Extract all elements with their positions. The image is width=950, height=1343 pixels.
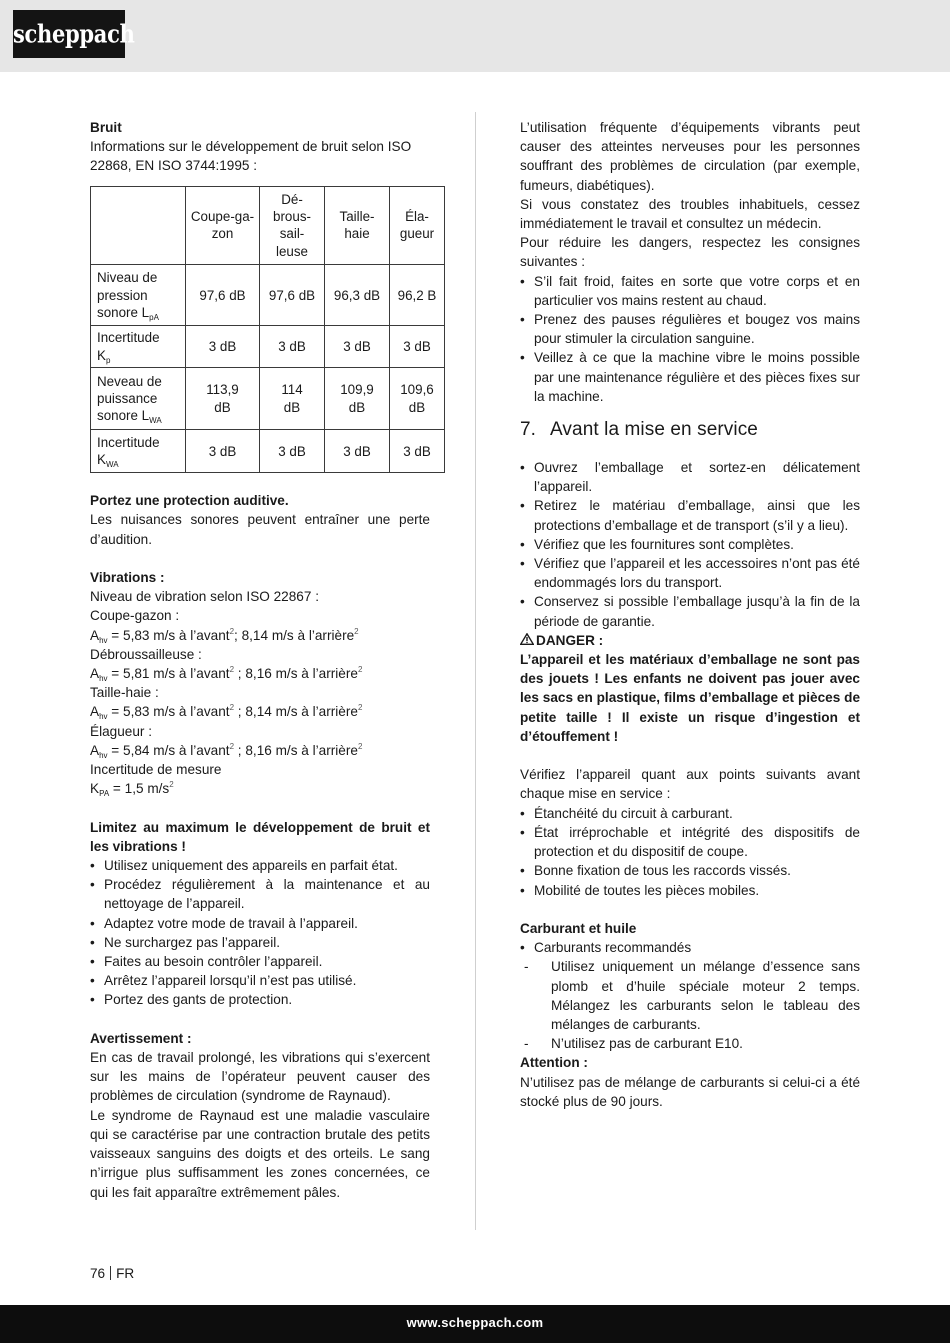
vib-sub: hv xyxy=(99,674,108,684)
row-label xyxy=(91,265,186,326)
list-item: • Veillez à ce que la machine vibre le moins possible par une maintenance régulière et des pièces fixes sur la machine. xyxy=(520,348,860,406)
uncert-sub: PA xyxy=(99,789,110,799)
table-cell: 3 dB xyxy=(390,326,445,368)
vib-sup: 2 xyxy=(229,626,235,636)
page-footer xyxy=(90,1264,134,1283)
row-label-text: Incertitude K xyxy=(97,330,160,363)
vib-tool-label: Débroussailleuse : xyxy=(90,646,202,662)
vib-sub: hv xyxy=(99,635,108,645)
list-item: • Vérifiez que l’appareil et les accessoires n’ont pas été endommagés lors du transport. xyxy=(520,554,860,592)
header-label: Coupe-ga- zon xyxy=(190,209,255,242)
table-cell: 3 dB xyxy=(260,326,325,368)
vib-sub: hv xyxy=(99,750,108,760)
table-cell xyxy=(325,368,390,430)
list-item: • Utilisez uniquement des appareils en parfait état. xyxy=(90,856,430,875)
fuel-heading: Carburant et huile xyxy=(520,920,637,936)
left-column xyxy=(90,118,437,1202)
paragraph: L’utilisation fréquente d’équipements vibrants peut causer des atteintes nerveuses pour les personnes souffrant des problèmes de circulation (par exemple, fumeurs, diabétiques). xyxy=(520,120,860,193)
table-cell xyxy=(390,368,445,430)
table-cell: 3 dB xyxy=(186,430,260,473)
unpack-list xyxy=(520,458,860,631)
list-item: • Arrêtez l’appareil lorsqu’il n’est pas utilisé. xyxy=(90,971,430,990)
list-item: • S’il fait froid, faites en sorte que votre corps et en particulier vos mains restent au chaud. xyxy=(520,272,860,310)
vib-rear: ; 8,16 m/s à l’arrière xyxy=(234,742,358,758)
danger-text-label: DANGER : xyxy=(536,632,604,648)
vib-symbol: A xyxy=(90,704,100,720)
noise-table-header xyxy=(390,186,445,265)
paragraph: Si vous constatez des troubles inhabituels, cessez immédiatement le travail et consultez un médecin. xyxy=(520,196,860,232)
table-cell: 3 dB xyxy=(390,430,445,473)
row-label-sub: p xyxy=(105,355,111,365)
column-divider xyxy=(475,112,476,1230)
list-item: • Adaptez votre mode de travail à l’appareil. xyxy=(90,914,430,933)
noise-table-header xyxy=(325,186,390,265)
vib-sup: 2 xyxy=(357,703,363,713)
section-number: 7. xyxy=(520,419,537,441)
paragraph: Pour réduire les dangers, respectez les consignes suivantes : xyxy=(520,235,860,270)
noise-intro: Informations sur le développement de bruit selon ISO 22868, EN ISO 3744:1995 : xyxy=(90,139,412,174)
uncert-val: = 1,5 m/s xyxy=(109,781,170,797)
table-cell: 3 dB xyxy=(325,326,390,368)
noise-table-header xyxy=(260,186,325,265)
vib-rear: ; 8,14 m/s à l’arrière xyxy=(234,704,358,720)
vib-value xyxy=(90,702,430,721)
warning-triangle-icon xyxy=(520,631,534,650)
check-list xyxy=(520,804,860,900)
list-item: • Vérifiez que les fournitures sont complètes. xyxy=(520,535,860,554)
vib-sup: 2 xyxy=(229,703,235,713)
vib-front: = 5,81 m/s à l’avant xyxy=(107,666,230,682)
footer-bar xyxy=(0,1305,950,1343)
vib-sup: 2 xyxy=(357,741,363,751)
table-cell: 96,3 dB xyxy=(325,265,390,326)
list-item: • État irréprochable et intégrité des dispositifs de protection et du dispositif de coupe. xyxy=(520,823,860,861)
noise-table-header xyxy=(186,186,260,265)
table-cell: 3 dB xyxy=(186,326,260,368)
row-label-text: Neveau de puissance sonore L xyxy=(97,373,162,424)
footer-separator xyxy=(110,1266,111,1280)
noise-table xyxy=(90,186,445,474)
uncert-symbol: K xyxy=(90,781,100,797)
warning-heading: Avertissement : xyxy=(90,1030,192,1046)
row-label xyxy=(91,326,186,368)
check-intro: Vérifiez l’appareil quant aux points suivants avant chaque mise en service : xyxy=(520,767,860,802)
section-title: Avant la mise en service xyxy=(550,419,758,441)
table-cell: 3 dB xyxy=(325,430,390,473)
website-link[interactable]: www.scheppach.com xyxy=(406,1315,544,1330)
danger-label xyxy=(520,631,860,650)
section-heading xyxy=(520,418,860,442)
vib-sub: hv xyxy=(99,712,108,722)
vib-rear: ; 8,16 m/s à l’arrière xyxy=(234,666,358,682)
vib-value xyxy=(90,664,430,683)
vibrations-intro: Niveau de vibration selon ISO 22867 : xyxy=(90,589,319,605)
warning-paragraph: En cas de travail prolongé, les vibrations qui s’exercent sur les mains de l’opérateur peuvent causer des problèmes de circulation (syndrome de Raynaud). xyxy=(90,1050,430,1104)
list-item: • Ouvrez l’emballage et sortez-en délicatement l’appareil. xyxy=(520,458,860,496)
vib-symbol: A xyxy=(90,742,100,758)
list-item: • Bonne fixation de tous les raccords vissés. xyxy=(520,861,860,880)
hearing-protection-heading: Portez une protection auditive. xyxy=(90,493,289,509)
list-item: • Étanchéité du circuit à carburant. xyxy=(520,804,860,823)
vib-sup: 2 xyxy=(229,665,235,675)
noise-table-row xyxy=(91,265,445,326)
table-cell: 3 dB xyxy=(260,430,325,473)
list-item: - N’utilisez pas de carburant E10. xyxy=(520,1034,860,1053)
table-cell: 96,2 B xyxy=(390,265,445,326)
vib-front: = 5,83 m/s à l’avant xyxy=(107,627,230,643)
list-item: • Conservez si possible l’emballage jusqu’à la fin de la période de garantie. xyxy=(520,592,860,630)
uncert-sup: 2 xyxy=(169,780,174,790)
vib-value xyxy=(90,626,430,645)
list-item: • Portez des gants de protection. xyxy=(90,990,430,1009)
danger-text: L’appareil et les matériaux d’emballage ne sont pas des jouets ! Les enfants ne doivent pas jouer avec les sacs en plastique, films d’emballage et pièces de petite taille ! Il existe un risque d’ingestion et d’étouffement ! xyxy=(520,652,860,744)
vib-tool-label: Taille-haie : xyxy=(90,685,159,701)
tips-list xyxy=(520,272,860,406)
noise-table-row xyxy=(91,430,445,473)
list-item: • Ne surchargez pas l’appareil. xyxy=(90,933,430,952)
row-label xyxy=(91,430,186,473)
vib-symbol: A xyxy=(90,666,100,682)
row-label-sub: WA xyxy=(149,416,162,426)
vibrations-heading: Vibrations : xyxy=(90,570,165,586)
header-label: Éla- gueur xyxy=(399,209,435,242)
row-label xyxy=(91,368,186,430)
page-header xyxy=(0,0,950,72)
attention-text: N’utilisez pas de mélange de carburants si celui-ci a été stocké plus de 90 jours. xyxy=(520,1074,860,1109)
table-cell: 97,6 dB xyxy=(186,265,260,326)
vib-value xyxy=(90,741,430,760)
cell-value: 113,9 dB xyxy=(206,382,239,415)
uncertainty-label: Incertitude de mesure xyxy=(90,762,222,778)
language-code: FR xyxy=(116,1266,135,1281)
fuel-list xyxy=(520,938,860,957)
brand-logo: scheppach xyxy=(13,10,125,58)
uncertainty-value xyxy=(90,779,430,798)
hearing-protection-text: Les nuisances sonores peuvent entraîner une perte d’audition. xyxy=(90,512,430,547)
vib-symbol: A xyxy=(90,627,100,643)
noise-heading: Bruit xyxy=(90,120,122,135)
vib-tool-label: Coupe-gazon : xyxy=(90,608,180,624)
list-item: • Retirez le matériau d’emballage, ainsi que les protections d’emballage et de transport (s’il y a lieu). xyxy=(520,496,860,534)
fuel-dash-list xyxy=(520,957,860,1053)
cell-value: 109,9 dB xyxy=(340,382,374,415)
header-label: Dé- brous- sail- leuse xyxy=(273,191,311,259)
noise-table-row xyxy=(91,368,445,430)
vib-rear: ; 8,14 m/s à l’arrière xyxy=(234,627,355,643)
list-item: • Faites au besoin contrôler l’appareil. xyxy=(90,952,430,971)
list-item: • Prenez des pauses régulières et bougez vos mains pour stimuler la circulation sanguine. xyxy=(520,310,860,348)
table-cell xyxy=(186,368,260,430)
vib-sup: 2 xyxy=(354,626,359,636)
row-label-text: Incertitude K xyxy=(97,434,160,468)
noise-table-corner xyxy=(91,186,186,265)
limit-list xyxy=(90,856,430,1010)
vib-tool-label: Élagueur : xyxy=(90,723,152,739)
vib-sup: 2 xyxy=(229,741,235,751)
header-label: Taille- haie xyxy=(339,209,375,242)
row-label-text: Niveau de pression sonore L xyxy=(97,270,158,320)
page-number: 76 xyxy=(90,1266,106,1281)
vib-front: = 5,84 m/s à l’avant xyxy=(107,742,230,758)
limit-heading: Limitez au maximum le développement de bruit et les vibrations ! xyxy=(90,819,430,854)
vib-front: = 5,83 m/s à l’avant xyxy=(107,704,230,720)
cell-value: 114 dB xyxy=(281,382,303,415)
row-label-sub: pA xyxy=(149,312,159,322)
noise-table-row xyxy=(91,326,445,368)
list-item: • Procédez régulièrement à la maintenance et au nettoyage de l’appareil. xyxy=(90,875,430,913)
table-cell: 97,6 dB xyxy=(260,265,325,326)
list-item: • Carburants recommandés xyxy=(520,938,860,957)
noise-table-header-row xyxy=(91,186,445,265)
warning-paragraph: Le syndrome de Raynaud est une maladie vasculaire qui se caractérise par une contraction brutale des petits vaisseaux sanguins des doigts et des orteils. Le sang n’irrigue plus suffisamment les zones concernées, ce qui les fait apparaître extrêmement pâles. xyxy=(90,1107,430,1200)
list-item: - Utilisez uniquement un mélange d’essence sans plomb et d’huile spéciale moteur 2 temps. Mélangez les carburants selon le tableau des mélanges de carburants. xyxy=(520,957,860,1034)
attention-heading: Attention : xyxy=(520,1055,588,1071)
table-cell xyxy=(260,368,325,430)
row-label-sub: WA xyxy=(105,460,119,470)
right-column xyxy=(520,118,860,1111)
cell-value: 109,6 dB xyxy=(400,382,434,415)
vib-sup: 2 xyxy=(357,665,363,675)
list-item: • Mobilité de toutes les pièces mobiles. xyxy=(520,881,860,900)
